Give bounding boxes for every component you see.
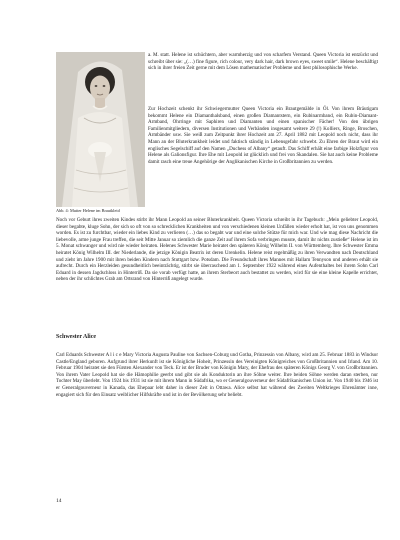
paragraph-full: Noch vor Geburt ihres zweiten Kindes stirbt ihr Mann Leopold an seiner Bluterkrankheit. Queen Victoria schreibt in ihr Tagebuch: „Mein geliebter Leopold, dieser begabte, kluge Sohn, der sich so oft von so schrecklichen Krankheiten und von verschiedenen kleinen Unfällen wieder erholt hat, ist von uns genommen worden. Es ist zu furchtbar, wieder ein liebes Kind zu verlieren (…) das so begabt war und eine solche Stütze für mich war. Und wie mag diese Nachricht die liebevolle, arme junge Frau treffen, die seit Mitte Januar so ziemlich die ganze Zeit auf ihrem Sofa verbringen musste, damit ihr nichts zustieße“ Helene ist im 5. Monat schwanger und wird nie wieder heiraten. Helenes Schwester Marie heiratet den späteren König Wilhelm II. von Württemberg. Ihre Schwester Emma heiratet König Wilhelm III. der Niederlande, die jetzige Königin Beatrix ist deren Urenkelin. Helene reist regelmäßig zu ihren Verwandten nach Deutschland und zieht im Jahre 1900 mit ihren beiden Kindern nach Stuttgart bzw. Potsdam. Die Freundschaft ihres Mannes mit Hallam Tennyson und anderen erhält sie aufrecht. Durch ein Herzleiden gesundheitlich beeinträchtig, stirbt sie überraschend am 1. September 1922 während eines Aufenthaltes bei ihrem Sohn Carl Eduard in dessen Jagdschloss in Hinterriß. Da sie vorab verfügt hatte, an ihrem Sterbeort auch bestattet zu werden, wird für sie eine kleine Kapelle errichtet, neben der ihr schlichtes Grab am Ortsrand von Hinterriß angelegt wurde. bbox=[56, 217, 378, 283]
section-heading: Schwester Alice bbox=[56, 334, 97, 340]
figure-caption: Abb. 4: Mutter Helene im Brautkleid bbox=[56, 208, 120, 213]
paragraph-alice: Carl Eduards Schwester A l i c e Mary Victoria Augusta Pauline von Sachsen-Coburg und Gotha, Prinzessin von Albany, wird am 25. Februar 1883 in Windsor Castle/England geboren. Aufgrund ihrer Herkunft ist sie Königliche Hoheit, Prinzessin des Vereinigten Königreiches von Großbritannien und Irland. Am 10. Februar 1904 heiratet sie den Fürsten Alexander von Teck. Er ist der Bruder von Königin Mary, der Ehefrau des späteren Königs Georg V. von Großbritannien. Von ihrem Vater Leopold hat sie die Hämophilie geerbt und gibt sie als Konduktorin an ihre Söhne weiter. Ihre beiden Söhne werden daran sterben, nur Tochter May überlebt. Von 1924 bis 1931 ist sie mit ihrem Mann in Südafrika, wo er Generalgouverneur der Südafrikanischen Union ist. Von 1940 bis 1946 ist er Generalgouverneur in Kanada, das Ehepaar lebt daher in dieser Zeit in Ottawa. Alice selbst hat während des Zweiten Weltkrieges Ehrenämter inne, engagiert sich für den Einsatz weiblicher Hilfskräfte und ist in der Bevölkerung sehr beliebt. bbox=[56, 352, 378, 398]
paragraph-side-2: Zur Hochzeit schenkt ihr Schwiegermutter Queen Victoria ein Brautgemälde in Öl. Von ihrem Bräutigam bekommt Helene ein Diamanthalsband, einen großen Diamantstern, ein Rubinarmband, ein Rubin-Diamant-Armband, Ohrringe mit Saphiren und Diamanten und einen spanischer Fächer! Von den übrigen Familienmitgliedern, diversen Institutionen und Verbänden insgesamt weitere 29 (!) Kolliers, Ringe, Broschen, Armbänder usw. Sie weiß zum Zeitpunkt ihrer Hochzeit am 27. April 1882 mit Leopold noch nicht, dass ihr Mann an der Bluterkrankheit leidet und faktisch ständig in Lebensgefahr schwebt. Zu Ehren der Braut wird ein englisches Segelschiff auf den Namen „Duchess of Albany“ getauft. Das Schiff erhält eine farbige Holzfigur von Helene als Galionsfigur. Ihre Ehe mit Leopold ist glücklich und frei von Skandalen. Sie hat auch keine Probleme damit rasch eine treue Angehörige der Anglikanischen Kirche in Großbritannien zu werden. bbox=[148, 106, 378, 165]
paragraph-side-1: a. M. statt. Helene ist schüchtern, aber warmherzig und von scharfem Verstand. Queen Victoria ist entzückt und schreibt über sie: „(…) fine figure, rich colour, very dark hair, dark brown eyes, sweet smile“. Helene beschäftigt sich in ihrer freien Zeit gerne mit dem Lösen mathematischer Probleme und liest philosophische Werke. bbox=[148, 52, 378, 72]
page-number: 14 bbox=[56, 498, 62, 504]
bride-portrait-photo bbox=[56, 52, 145, 207]
